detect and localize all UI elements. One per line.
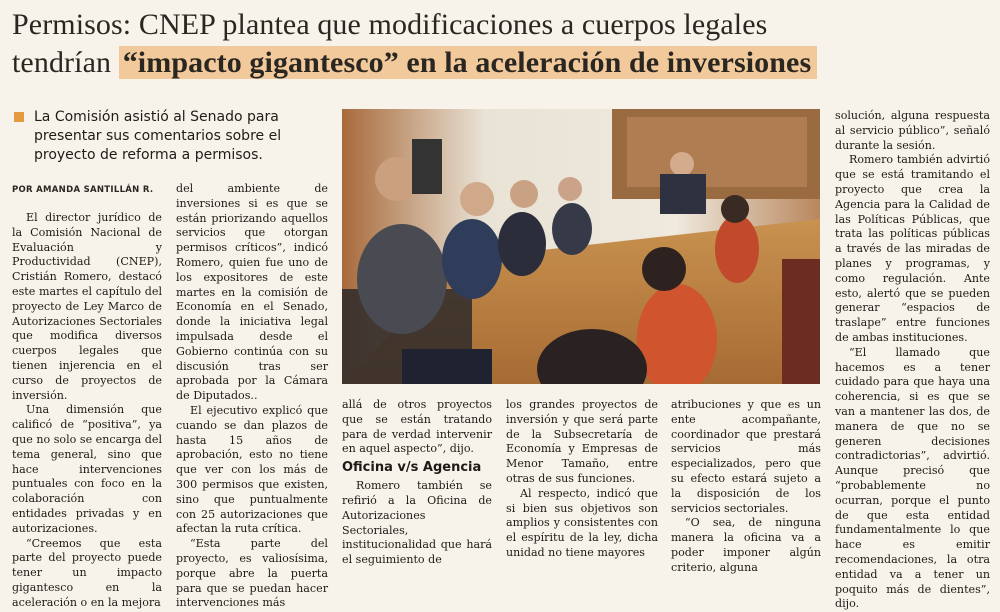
subheading: Oficina v/s Agencia [342,460,482,476]
col6-paragraph: solución, alguna respuesta al servicio público”, señaló durante la sesión. [835,109,990,152]
article-column-4 [506,398,658,561]
article-column-2 [176,182,328,611]
col4-paragraph: los grandes proyectos de inversión y que será parte de la Subsecretaría de Economía y Empresas de Menor Tamaño, entre otras de sus funciones. [506,398,658,485]
headline-line-2 [12,44,992,82]
headline [12,6,992,82]
byline: POR AMANDA SANTILLÁN R. [12,185,154,195]
col6-paragraph: Romero también advirtió que se está tramitando el proyecto que crea la Agencia para la Calidad de las Políticas Públicas, que trata las políticas públicas a través de las miradas de planes y programas, y como regulación. Ante esto, alertó que se pueden generar “espacios de traslape” entre funciones de ambas instituciones. [835,153,990,344]
col2-paragraph: El ejecutivo explicó que cuando se dan plazos de hasta 15 años de aprobación, esto no tiene que ver con los más de 300 permisos que existen, sino que puntualmente con 25 autorizaciones que afectan la ruta crítica. [176,403,328,536]
article-photo [342,109,820,384]
col1-paragraph: Una dimensión que calificó de “positiva”, ya que no solo se encarga del tema general, sino que hace intervenciones puntuales con foco en la colaboración con entidades privadas y en autorizaciones. [12,403,162,535]
lead-paragraph [12,108,330,165]
col3-paragraph: Romero también se refirió a la Oficina de Autorizaciones Sectoriales, institucionalidad que hará el seguimiento de [342,479,492,567]
col5-paragraph: atribuciones y que es un ente acompañante, coordinador que prestará servicios más especializados, pero que su efecto estará sujeto a la disposición de los servicios sectoriales. [671,398,821,515]
col5-paragraph: “O sea, de ninguna manera la oficina va a poder imponer algún criterio, alguna [671,516,821,574]
col1-paragraph: El director jurídico de la Comisión Nacional de Evaluación y Productividad (CNEP), Cristián Romero, destacó este martes el capítulo del proyecto de Ley Marco de Autorizaciones Sectoriales que modifica diversos cuerpos legales que tienen injerencia en el curso de proyectos de inversión. [12,211,162,402]
article-column-1 [12,211,162,611]
lead-bullet-icon [14,112,24,122]
col3-paragraph: allá de otros proyectos que se están tratando para de verdad intervenir en aquel aspecto”, dijo. [342,398,492,456]
article-column-6 [835,109,990,612]
col6-paragraph: “El llamado que hacemos es a tener cuidado para que haya una coherencia, si es que se van a mantener las dos, de manera de que no se generen decisiones contradictorias”, advirtió. Aunque precisó que “probablemente no ocurran, porque el punto de que esta entidad fundamentalmente lo que hace es emitir recomendaciones, la otra entidad va a tener un poquito más de dientes”, dijo. [835,345,990,611]
meeting-photo-illustration [342,109,820,384]
headline-line-2-plain: tendrían [12,46,119,79]
col4-paragraph: Al respecto, indicó que si bien sus objetivos son amplios y consistentes con el espíritu de la ley, dicha unidad no tiene mayores [506,486,658,559]
article-column-3 [342,398,492,568]
article-column-5 [671,398,821,576]
headline-highlight: “impacto gigantesco” en la aceleración de inversiones [119,46,818,79]
col2-paragraph: del ambiente de inversiones si es que se están priorizando aquellos servicios que otorgan permisos críticos”, indicó Romero, quien fue uno de los expositores de este martes en la comisión de Economía en el Senado, donde la iniciativa legal impulsada desde el Gobierno continúa con su discusión tras ser aprobada por la Cámara de Diputados.. [176,182,328,403]
col2-paragraph: “Esta parte del proyecto, es valiosísima, porque abre la puerta para que se puedan hacer intervenciones más [176,537,328,610]
col1-paragraph: “Creemos que esta parte del proyecto puede tener un impacto gigantesco en la aceleración o en la mejora [12,536,162,609]
headline-line-1: Permisos: CNEP plantea que modificaciones a cuerpos legales [12,8,768,41]
lead-text: La Comisión asistió al Senado para presentar sus comentarios sobre el proyecto de reforma a permisos. [34,109,282,163]
